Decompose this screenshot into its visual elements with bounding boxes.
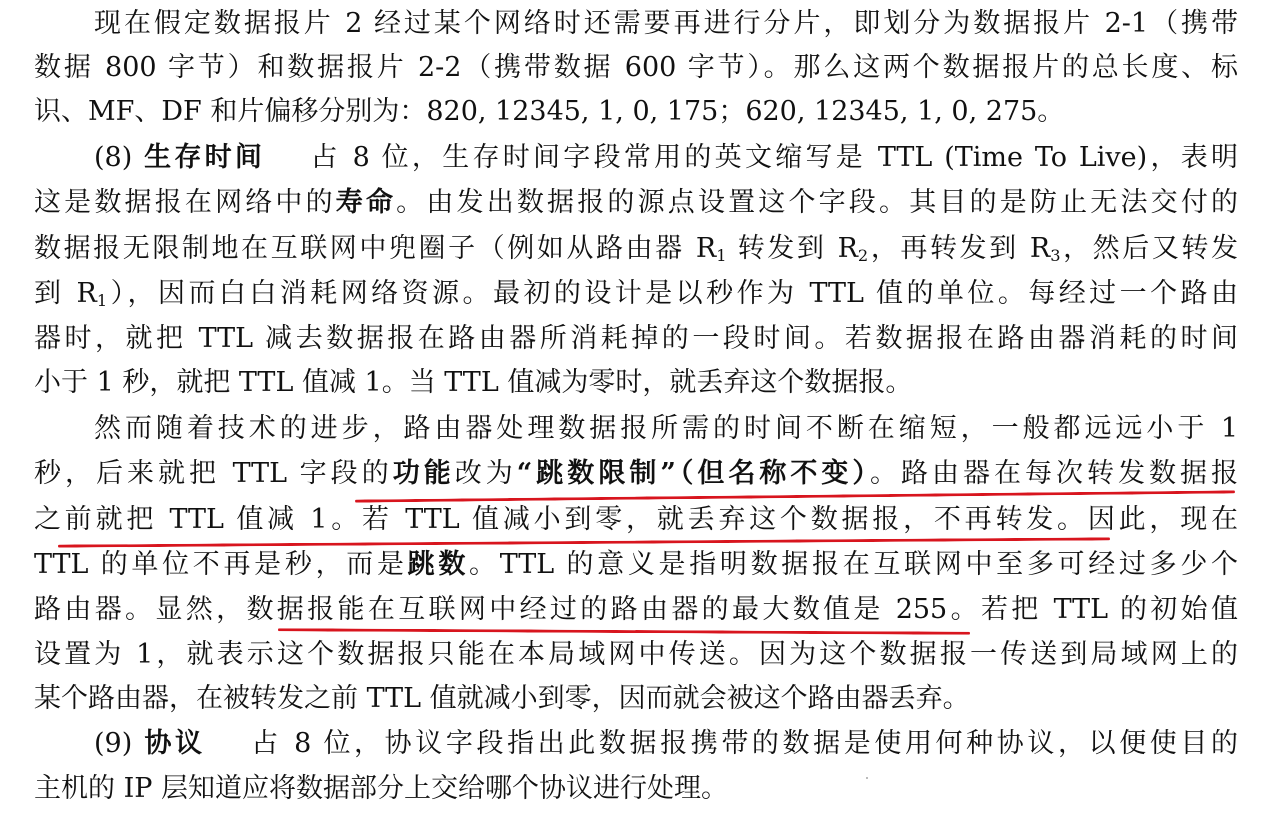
ttl-line-3-b: 转发到 R bbox=[726, 233, 858, 264]
ttl-line-3-d: ，然后又转发 bbox=[1060, 233, 1238, 264]
ttl-lifetime-term: 寿命 bbox=[335, 187, 397, 218]
section-number-9: (9) bbox=[94, 728, 133, 759]
hop-line-5: 路由器。显然，数据报能在互联网中经过的路由器的最大数值是 255。若把 TTL 的初始值 bbox=[34, 594, 1238, 625]
function-term: 功能 bbox=[392, 458, 455, 489]
proto-line-1 bbox=[34, 722, 1238, 766]
hop-line-2-a: 秒，后来就把 TTL 字段的 bbox=[34, 458, 393, 489]
scan-speck bbox=[866, 777, 868, 779]
ttl-line-1-text: 占 8 位，生存时间字段常用的英文缩写是 TTL (Time To Live)，表明 bbox=[307, 142, 1238, 173]
subscript-r1-b: 1 bbox=[96, 291, 108, 310]
hop-line-4 bbox=[34, 543, 1238, 587]
frag-line-1: 现在假定数据报片 2 经过某个网络时还需要再进行分片，即划分为数据报片 2-1（携带 bbox=[94, 8, 1238, 39]
ttl-line-4-b: ），因而白白消耗网络资源。最初的设计是以秒作为 TTL 值的单位。每经过一个路由 bbox=[107, 278, 1238, 309]
ttl-line-3-a: 数据报无限制地在互联网中兜圈子（例如从路由器 R bbox=[34, 233, 717, 264]
ttl-line-6: 小于 1 秒，就把 TTL 值减 1。当 TTL 值减为零时，就丢弃这个数据报。 bbox=[34, 367, 913, 398]
ttl-line-3-c: ，再转发到 R bbox=[868, 233, 1051, 264]
hop-line-2 bbox=[34, 452, 1238, 496]
ttl-line-2-a: 这是数据报在网络中的 bbox=[34, 187, 336, 218]
section-number-8: (8) bbox=[94, 142, 133, 173]
ttl-term: 生存时间 bbox=[144, 142, 266, 173]
ttl-line-3 bbox=[34, 227, 1238, 271]
subscript-r1: 1 bbox=[716, 246, 727, 265]
ttl-line-4-a: 到 R bbox=[34, 278, 97, 309]
ttl-line-5: 器时，就把 TTL 减去数据报在路由器所消耗掉的一段时间。若数据报在路由器消耗的时间 bbox=[34, 323, 1238, 354]
hop-line-6: 设置为 1，就表示这个数据报只能在本局域网中传送。因为这个数据报一传送到局域网上的 bbox=[34, 639, 1238, 670]
frag-line-2: 数据 800 字节）和数据报片 2-2（携带数据 600 字节）。那么这两个数据报片的总长度、标 bbox=[34, 52, 1238, 83]
proto-line-1-text: 占 8 位，协议字段指出此数据报携带的数据是使用何种协议，以便使目的 bbox=[247, 728, 1239, 759]
hop-line-7: 某个路由器，在被转发之前 TTL 值就减小到零，因而就会被这个路由器丢弃。 bbox=[34, 683, 970, 714]
hop-line-1: 然而随着技术的进步，路由器处理数据报所需的时间不断在缩短，一般都远远小于 1 bbox=[94, 413, 1238, 444]
hop-line-4-a: TTL 的单位不再是秒，而是 bbox=[34, 549, 408, 580]
hop-count-term: 跳数 bbox=[407, 549, 470, 580]
ttl-line-4 bbox=[34, 272, 1238, 316]
proto-line-2: 主机的 IP 层知道应将数据部分上交给哪个协议进行处理。 bbox=[34, 773, 728, 804]
subscript-r3: 3 bbox=[1050, 246, 1061, 265]
hop-line-4-c: 。TTL 的意义是指明数据报在互联网中至多可经过多少个 bbox=[469, 549, 1239, 580]
ttl-line-2-c: 。由发出数据报的源点设置这个字段。其目的是防止无法交付的 bbox=[396, 187, 1239, 218]
hop-line-2-c: 改为 bbox=[454, 458, 517, 489]
hop-line-2-e: 。路由器在每次转发数据报 bbox=[869, 458, 1239, 489]
hop-line-3: 之前就把 TTL 值减 1。若 TTL 值减小到零，就丢弃这个数据报，不再转发。因此，现在 bbox=[34, 504, 1238, 535]
protocol-term: 协议 bbox=[144, 728, 206, 759]
ttl-line-1 bbox=[34, 136, 1238, 180]
ttl-line-2 bbox=[34, 181, 1238, 225]
hop-limit-term: “跳数限制”（但名称不变） bbox=[516, 458, 870, 489]
frag-line-3: 识、MF、DF 和片偏移分别为：820, 12345, 1, 0, 175；620, 12345, 1, 0, 275。 bbox=[34, 96, 1065, 127]
subscript-r2: 2 bbox=[857, 246, 869, 265]
